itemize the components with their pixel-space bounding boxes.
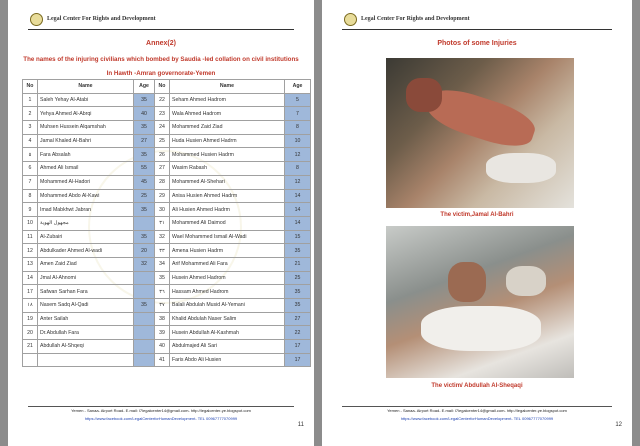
row-number: 1 xyxy=(23,93,38,107)
table-row xyxy=(23,299,311,313)
row-number: 35 xyxy=(155,271,170,285)
row-number: ٣١ xyxy=(155,216,170,230)
victim-age: 35 xyxy=(134,230,155,244)
page-number: 12 xyxy=(615,422,622,428)
row-number: 39 xyxy=(155,326,170,340)
victim-name: Dr.Abdullah Fara xyxy=(38,326,134,340)
table-row xyxy=(23,134,311,148)
table-subtitle: The names of the injuring civilians which bombed by Saudia -led collation on civil institutions xyxy=(23,56,299,63)
victim-age: 20 xyxy=(134,244,155,258)
row-number: 41 xyxy=(155,353,170,367)
victim-age: 35 xyxy=(134,203,155,217)
photos-title: Photos of some Injuries xyxy=(437,40,517,47)
victim-name: Imad Mabkhwt Jabran xyxy=(38,203,134,217)
victim-age: 35 xyxy=(134,148,155,162)
victim-name: Mohammed Al-Shehari xyxy=(170,175,285,189)
victim-name: Mohammed Husien Hadrm xyxy=(170,148,285,162)
victim-name: Yehya Ahmed Al-Abrqi xyxy=(38,107,134,121)
victim-age: 35 xyxy=(134,299,155,313)
victim-age: 12 xyxy=(285,148,311,162)
victim-age: 14 xyxy=(285,216,311,230)
row-number: 10 xyxy=(23,216,38,230)
row-number: 4 xyxy=(23,134,38,148)
footer-divider xyxy=(28,406,294,407)
victim-age: 25 xyxy=(285,271,311,285)
victim-name: Al-Zubairi xyxy=(38,230,134,244)
victim-age: 17 xyxy=(285,340,311,354)
table-row xyxy=(23,271,311,285)
row-number: 3 xyxy=(23,121,38,135)
footer-address: Yemen - Sanaa- Airport Road- E.mail: l7legalcenter14@gmail.com- http://legalcenter-ye.blogspot.com xyxy=(71,408,251,413)
victim-name: Balali Abdulah Musid Al-Yemani xyxy=(170,299,285,313)
victim-age: 35 xyxy=(134,121,155,135)
table-row xyxy=(23,257,311,271)
table-row xyxy=(23,107,311,121)
table-row xyxy=(23,189,311,203)
victim-name: Anter Sailah xyxy=(38,312,134,326)
victim-age xyxy=(134,216,155,230)
col-header-age: Age xyxy=(285,80,311,94)
row-number: 19 xyxy=(23,312,38,326)
table-row xyxy=(23,285,311,299)
header-divider xyxy=(342,29,612,30)
victim-age: 55 xyxy=(134,162,155,176)
row-number: 26 xyxy=(155,148,170,162)
row-number: 34 xyxy=(155,257,170,271)
row-number: 25 xyxy=(155,134,170,148)
victim-name: Safwan Sarhan Fara xyxy=(38,285,134,299)
victim-name: Seham Ahmed Hadrom xyxy=(170,93,285,107)
victim-age xyxy=(134,285,155,299)
row-number: ١٨ xyxy=(23,299,38,313)
victim-age: 15 xyxy=(285,230,311,244)
victim-name: Ali Husien Ahmed Hadrm xyxy=(170,203,285,217)
row-number: 30 xyxy=(155,203,170,217)
victim-name: مجهول الهوية xyxy=(38,216,134,230)
victim-age: 35 xyxy=(285,299,311,313)
victim-age: 10 xyxy=(285,134,311,148)
footer-link[interactable]: https://www.facebook.com/LegalCenterforHumanDevelopment- TEL 00967777070999 xyxy=(84,416,238,421)
row-number: 12 xyxy=(23,244,38,258)
table-row xyxy=(23,175,311,189)
document-page-left xyxy=(8,0,314,446)
page-header xyxy=(30,12,156,26)
row-number: ٣٣ xyxy=(155,244,170,258)
row-number: ٣٧ xyxy=(155,299,170,313)
row-number: 38 xyxy=(155,312,170,326)
victim-age: 45 xyxy=(134,175,155,189)
table-row xyxy=(23,340,311,354)
victim-age: 21 xyxy=(285,257,311,271)
victim-name: Muhsen Hussein Alqamshah xyxy=(38,121,134,135)
victim-name xyxy=(38,353,134,367)
footer-address: Yemen - Sanaa- Airport Road- E.mail: l7legalcenter14@gmail.com- http://legalcenter-ye.blogspot.com xyxy=(387,408,567,413)
table-row xyxy=(23,148,311,162)
table-header-row xyxy=(23,80,311,94)
photo-caption-1: The victim,Jamal Al-Bahri xyxy=(440,212,514,218)
victim-name: Saleh Yehay Al-Atabi xyxy=(38,93,134,107)
victim-name: Mohammed Al-Hadori xyxy=(38,175,134,189)
footer-divider xyxy=(342,406,612,407)
victim-age: 32 xyxy=(134,257,155,271)
header-divider xyxy=(28,29,294,30)
victim-name: Faris Abdo Ali Husien xyxy=(170,353,285,367)
table-row xyxy=(23,244,311,258)
victim-age: 35 xyxy=(134,93,155,107)
victim-name: Huda Husien Ahmed Hadrm xyxy=(170,134,285,148)
victim-age: 7 xyxy=(285,107,311,121)
victim-photo-2 xyxy=(386,226,574,378)
victim-age: 35 xyxy=(285,285,311,299)
row-number: 2 xyxy=(23,107,38,121)
victim-age: 22 xyxy=(285,326,311,340)
col-header-age: Age xyxy=(134,80,155,94)
col-header-no: No xyxy=(155,80,170,94)
table-row xyxy=(23,312,311,326)
victim-age: 17 xyxy=(285,353,311,367)
victim-photo-1 xyxy=(386,58,574,208)
row-number: 8 xyxy=(23,189,38,203)
page-number: 11 xyxy=(297,422,304,428)
injured-table xyxy=(22,79,311,367)
victim-age: 25 xyxy=(134,189,155,203)
victim-name: Jmal Al-Ahnomi xyxy=(38,271,134,285)
victim-name: Abdulmajed Ali Sari xyxy=(170,340,285,354)
row-number: 9 xyxy=(23,203,38,217)
org-logo xyxy=(30,13,43,26)
table-row xyxy=(23,121,311,135)
victim-name: Fara Absalah xyxy=(38,148,134,162)
victim-age: 12 xyxy=(285,175,311,189)
victim-name: Jamal Khaled Al-Bahri xyxy=(38,134,134,148)
row-number: 21 xyxy=(23,340,38,354)
victim-age: 14 xyxy=(285,189,311,203)
victim-age: 5 xyxy=(285,93,311,107)
table-row xyxy=(23,162,311,176)
document-page-right xyxy=(322,0,632,446)
victim-name: Abdulkader Ahmed Al-wadi xyxy=(38,244,134,258)
row-number: 24 xyxy=(155,121,170,135)
victim-name: Amena Husien Hadrm xyxy=(170,244,285,258)
victim-name: Hassam Ahmed Hadrom xyxy=(170,285,285,299)
victim-age: 27 xyxy=(134,134,155,148)
photo-caption-2: The victim/ Abdullah Al-Sheqaqi xyxy=(431,383,523,389)
org-name: Legal Center For Rights and Development xyxy=(361,16,470,22)
table-row xyxy=(23,203,311,217)
row-number: 40 xyxy=(155,340,170,354)
row-number: 22 xyxy=(155,93,170,107)
table-row xyxy=(23,326,311,340)
row-number: 7 xyxy=(23,175,38,189)
victim-name: Mohammed Ali Daimod xyxy=(170,216,285,230)
table-row xyxy=(23,353,311,367)
row-number: 11 xyxy=(23,230,38,244)
row-number: 23 xyxy=(155,107,170,121)
org-logo xyxy=(344,13,357,26)
victim-name: Khalid Abdulah Naser Salim xyxy=(170,312,285,326)
victim-age: 14 xyxy=(285,203,311,217)
row-number: ٣٦ xyxy=(155,285,170,299)
victim-name: Arif Mohammed Ali Fara xyxy=(170,257,285,271)
row-number: 29 xyxy=(155,189,170,203)
victim-name: Wael Mohammed Ismail Al-Wadi xyxy=(170,230,285,244)
row-number: 14 xyxy=(23,271,38,285)
table-row xyxy=(23,216,311,230)
table-location: In Hawth -Amran governorate-Yemen xyxy=(106,70,216,77)
victim-age xyxy=(134,353,155,367)
victim-name: Amen Zaid Ziad xyxy=(38,257,134,271)
col-header-no: No xyxy=(23,80,38,94)
victim-name: Abdullah Al-Shqeqi xyxy=(38,340,134,354)
victim-age xyxy=(134,340,155,354)
row-number: ٥ xyxy=(23,148,38,162)
victim-name: Wasim Rabash xyxy=(170,162,285,176)
row-number: 32 xyxy=(155,230,170,244)
victim-age: 27 xyxy=(285,312,311,326)
victim-name: Husein Ahmed Hadrom xyxy=(170,271,285,285)
row-number: 28 xyxy=(155,175,170,189)
org-name: Legal Center For Rights and Development xyxy=(47,16,156,22)
table-row xyxy=(23,93,311,107)
row-number: 20 xyxy=(23,326,38,340)
row-number: 6 xyxy=(23,162,38,176)
victim-name: Anisa Husien Ahmed Hadrm xyxy=(170,189,285,203)
row-number: 13 xyxy=(23,257,38,271)
annex-title: Annex(2) xyxy=(146,40,176,47)
victim-age xyxy=(134,271,155,285)
victim-age: 35 xyxy=(285,244,311,258)
table-row xyxy=(23,230,311,244)
row-number: 27 xyxy=(155,162,170,176)
victim-name: Wala Ahmed Hadrom xyxy=(170,107,285,121)
victim-age: 8 xyxy=(285,162,311,176)
victim-age xyxy=(134,312,155,326)
row-number xyxy=(23,353,38,367)
footer-link[interactable]: https://www.facebook.com/LegalCenterforHumanDevelopment- TEL 00967777070999 xyxy=(400,416,554,421)
victim-age: 8 xyxy=(285,121,311,135)
col-header-name: Name xyxy=(38,80,134,94)
victim-age: 40 xyxy=(134,107,155,121)
victim-name: Nasem Sadq Al-Qadi xyxy=(38,299,134,313)
victim-name: Husein Abdullah Al-Kashmah xyxy=(170,326,285,340)
row-number: 17 xyxy=(23,285,38,299)
victim-name: Mohammed Zaid Ziad xyxy=(170,121,285,135)
victim-name: Ahmed Ali Ismail xyxy=(38,162,134,176)
col-header-name: Name xyxy=(170,80,285,94)
victim-age xyxy=(134,326,155,340)
victim-name: Mohammed Abdo Al-Kawi xyxy=(38,189,134,203)
page-header xyxy=(344,12,470,26)
